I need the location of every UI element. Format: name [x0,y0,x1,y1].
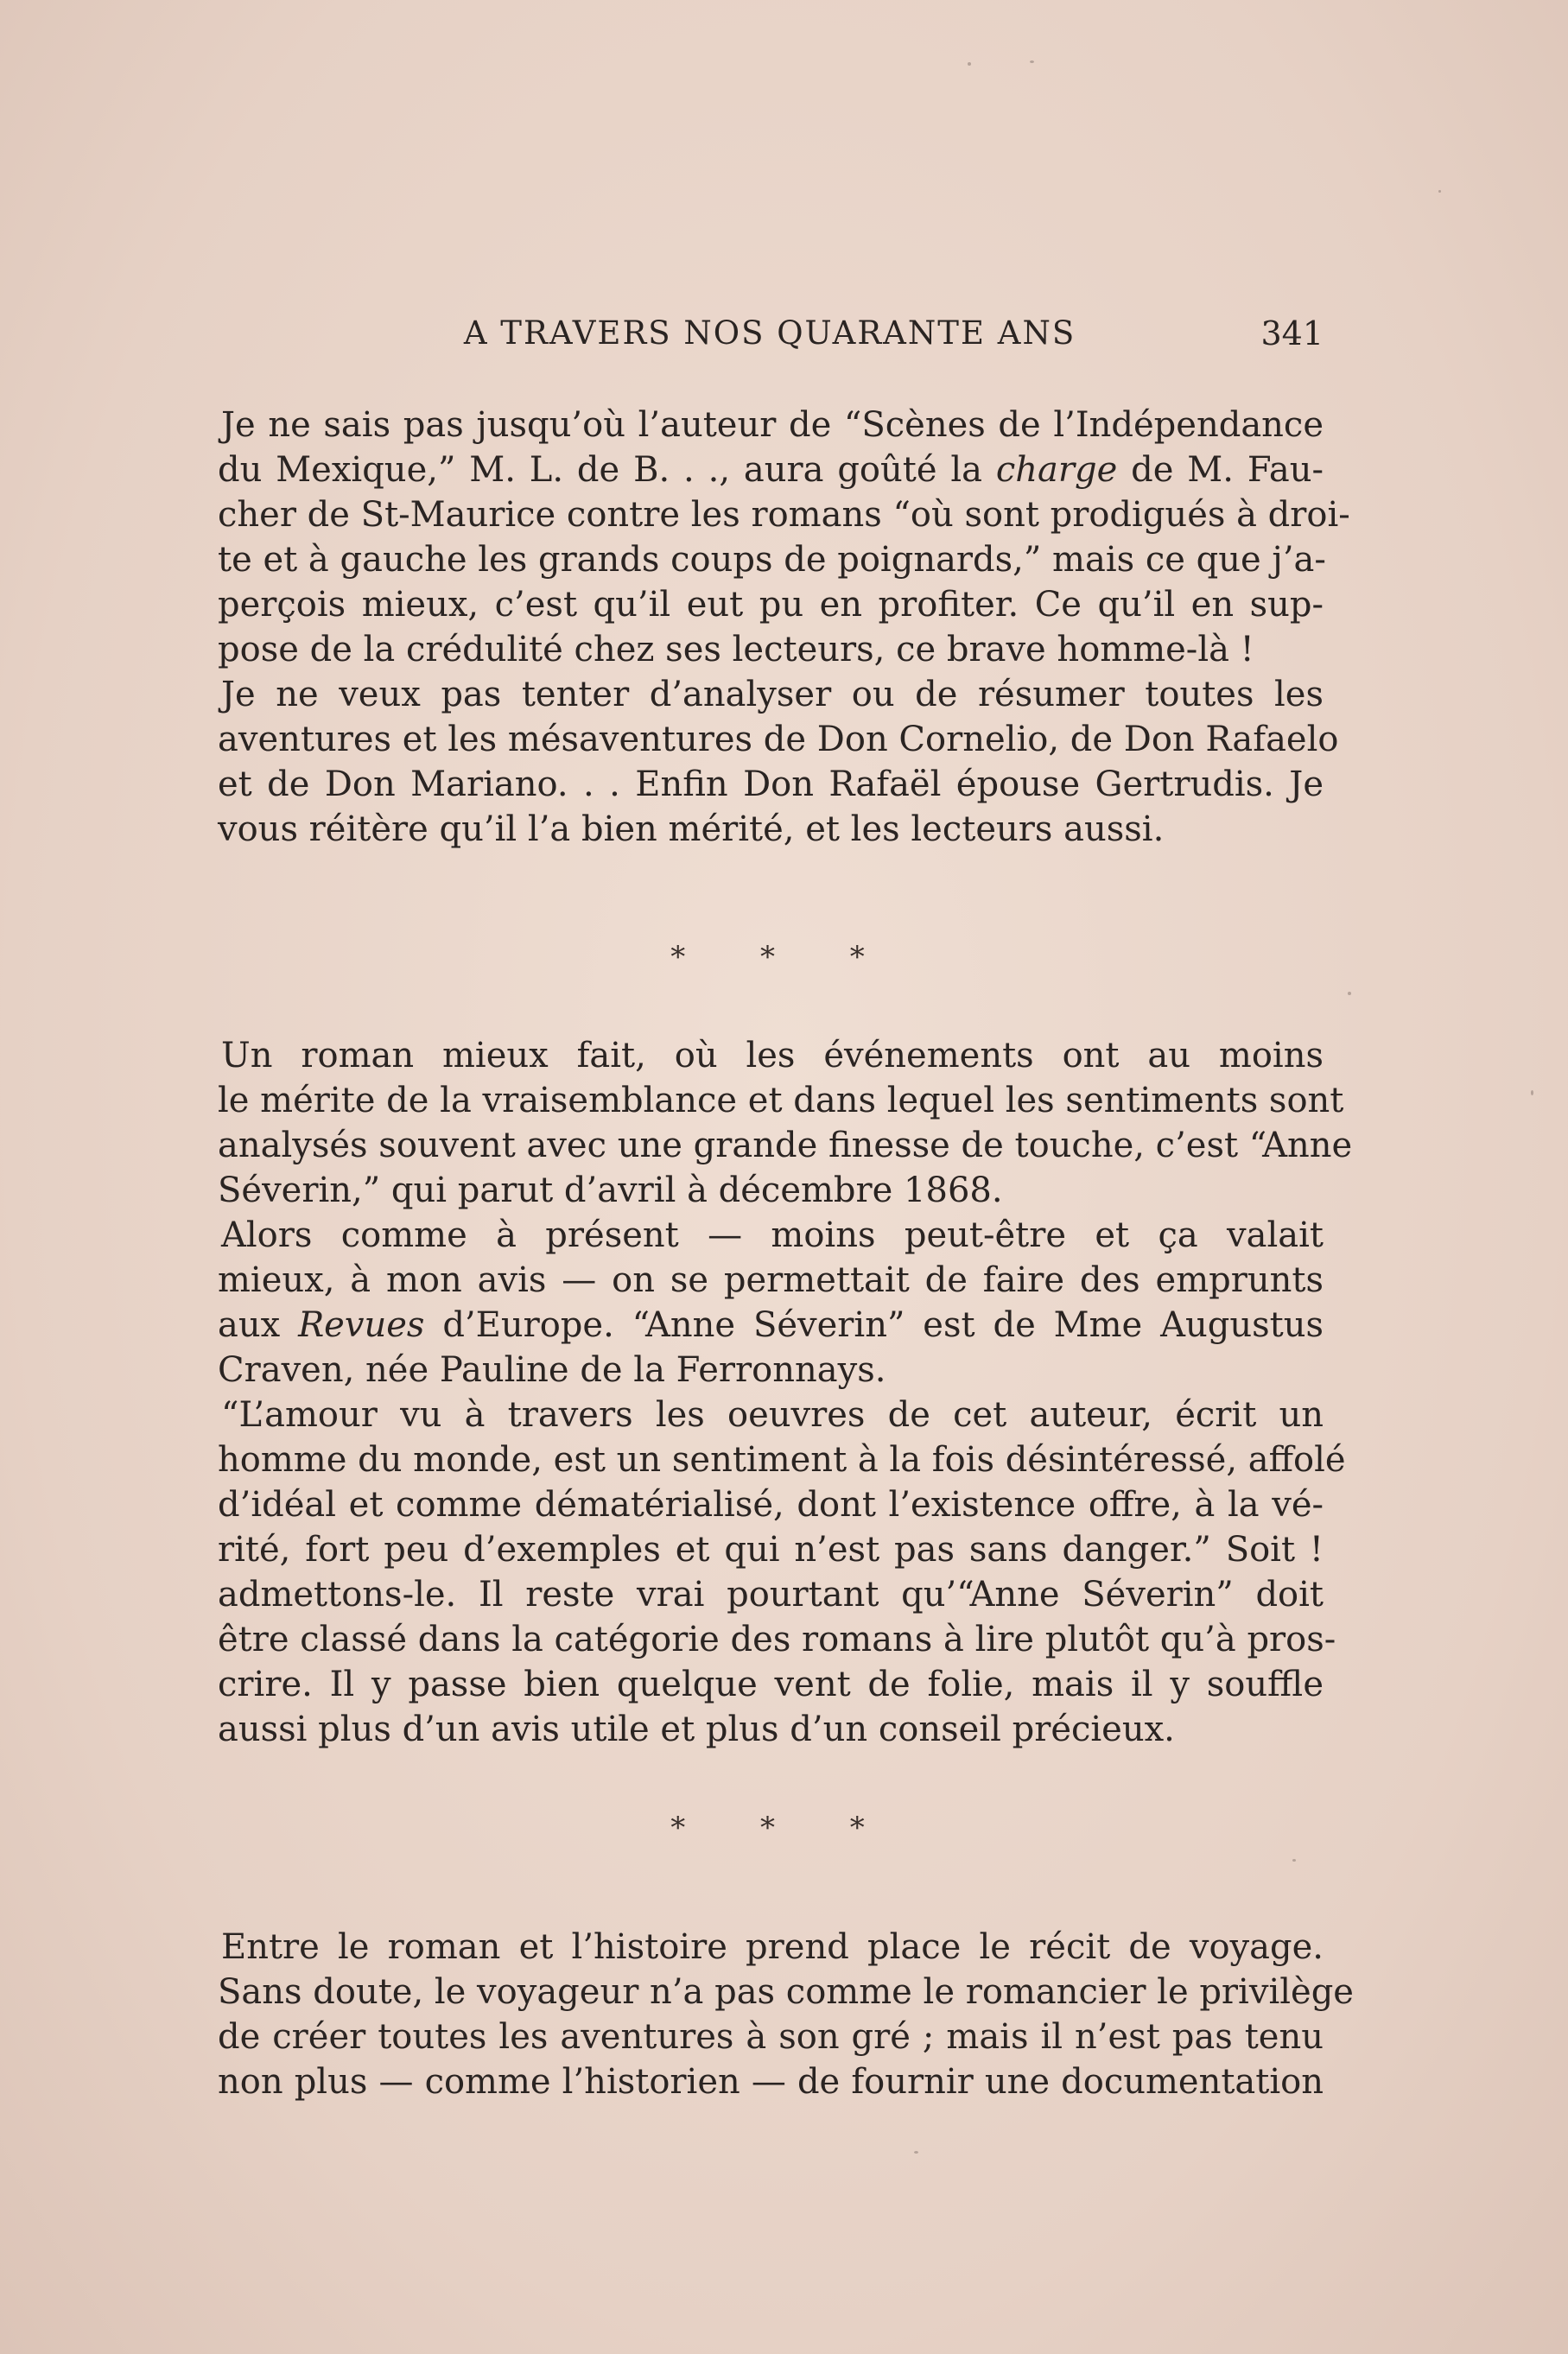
section-2 [218,1033,1353,1752]
text-line: vous réitère qu’il l’a bien mérité, et les lecteurs aussi. [218,809,1165,849]
text-line: de créer toutes les aventures à son gré ; mais il n’est pas tenu [218,2017,1324,2057]
text-line: perçois mieux, c’est qu’il eut pu en profiter. Ce qu’il en sup- [218,585,1324,625]
running-title: A TRAVERS NOS QUARANTE ANS [463,314,1076,352]
paragraph [218,1033,1353,1213]
section-1 [218,403,1350,852]
text-line: aux Revues d’Europe. “Anne Séverin” est de Mme Augustus [218,1305,1324,1345]
section-separator: * * * [670,1811,898,1845]
text-line: cher de St-Maurice contre les romans “où sont prodigués à droi- [218,495,1350,535]
page-number: 341 [1260,314,1324,352]
text-line: aventures et les mésaventures de Don Cornelio, de Don Rafaelo [218,720,1339,759]
text-line: homme du monde, est un sentiment à la fois désintéressé, affolé [218,1440,1346,1480]
paragraph [218,1213,1324,1393]
text-line: analysés souvent avec une grande finesse de touche, c’est “Anne [218,1126,1353,1165]
italic-text: Revues [298,1305,425,1345]
text-line: mieux, à mon avis — on se permettait de faire des emprunts [218,1260,1324,1300]
text-line: du Mexique,” M. L. de B. . ., aura goûté la charge de M. Fau- [218,450,1324,490]
section-separator: * * * [670,940,898,974]
text-line: Séverin,” qui parut d’avril à décembre 1868. [218,1171,1003,1210]
text-line: pose de la crédulité chez ses lecteurs, ce brave homme-là ! [218,630,1254,669]
text-line: admettons-le. Il reste vrai pourtant qu’“Anne Séverin” doit [218,1575,1324,1615]
text-line: et de Don Mariano. . . Enfin Don Rafaël épouse Gertrudis. Je [218,765,1324,804]
paragraph [218,1393,1346,1752]
text-line: Je ne sais pas jusqu’où l’auteur de “Scènes de l’Indépendance [221,405,1324,445]
text-line: d’idéal et comme dématérialisé, dont l’existence offre, à la vé- [218,1485,1324,1525]
text-line: “L’amour vu à travers les oeuvres de cet auteur, écrit un [221,1395,1324,1435]
paper-speck [968,62,971,66]
section-3 [218,1925,1354,2104]
text-line: Entre le roman et l’histoire prend place le récit de voyage. [221,1927,1324,1967]
text-line: le mérite de la vraisemblance et dans lequel les sentiments sont [218,1081,1344,1120]
text-line: Un roman mieux fait, où les événements ont au moins [221,1036,1324,1075]
paper-speck [914,2151,918,2154]
text-line: te et à gauche les grands coups de poignards,” mais ce que j’a- [218,540,1326,580]
paragraph [218,403,1350,672]
paper-speck [1292,1859,1296,1862]
paragraph [218,1925,1354,2104]
text-line: non plus — comme l’historien — de fournir une documentation [218,2062,1324,2102]
text-line: Alors comme à présent — moins peut-être et ça valait [221,1215,1324,1255]
text-line: rité, fort peu d’exemples et qui n’est pas sans danger.” Soit ! [218,1530,1324,1570]
text-line: Craven, née Pauline de la Ferronnays. [218,1350,886,1390]
text-line: Je ne veux pas tenter d’analyser ou de résumer toutes les [221,675,1324,714]
paragraph [218,672,1339,852]
paper-speck [1531,1090,1533,1095]
text-line: aussi plus d’un avis utile et plus d’un conseil précieux. [218,1710,1175,1749]
running-head [216,309,1324,361]
paper-speck [1438,190,1441,193]
paper-speck [1348,992,1351,995]
text-line: Sans doute, le voyageur n’a pas comme le romancier le privilège [218,1972,1354,2012]
text-line: crire. Il y passe bien quelque vent de folie, mais il y souffle [218,1665,1324,1704]
text-line: être classé dans la catégorie des romans à lire plutôt qu’à pros- [218,1620,1336,1659]
paper-speck [1030,60,1034,63]
italic-text: charge [995,450,1118,490]
